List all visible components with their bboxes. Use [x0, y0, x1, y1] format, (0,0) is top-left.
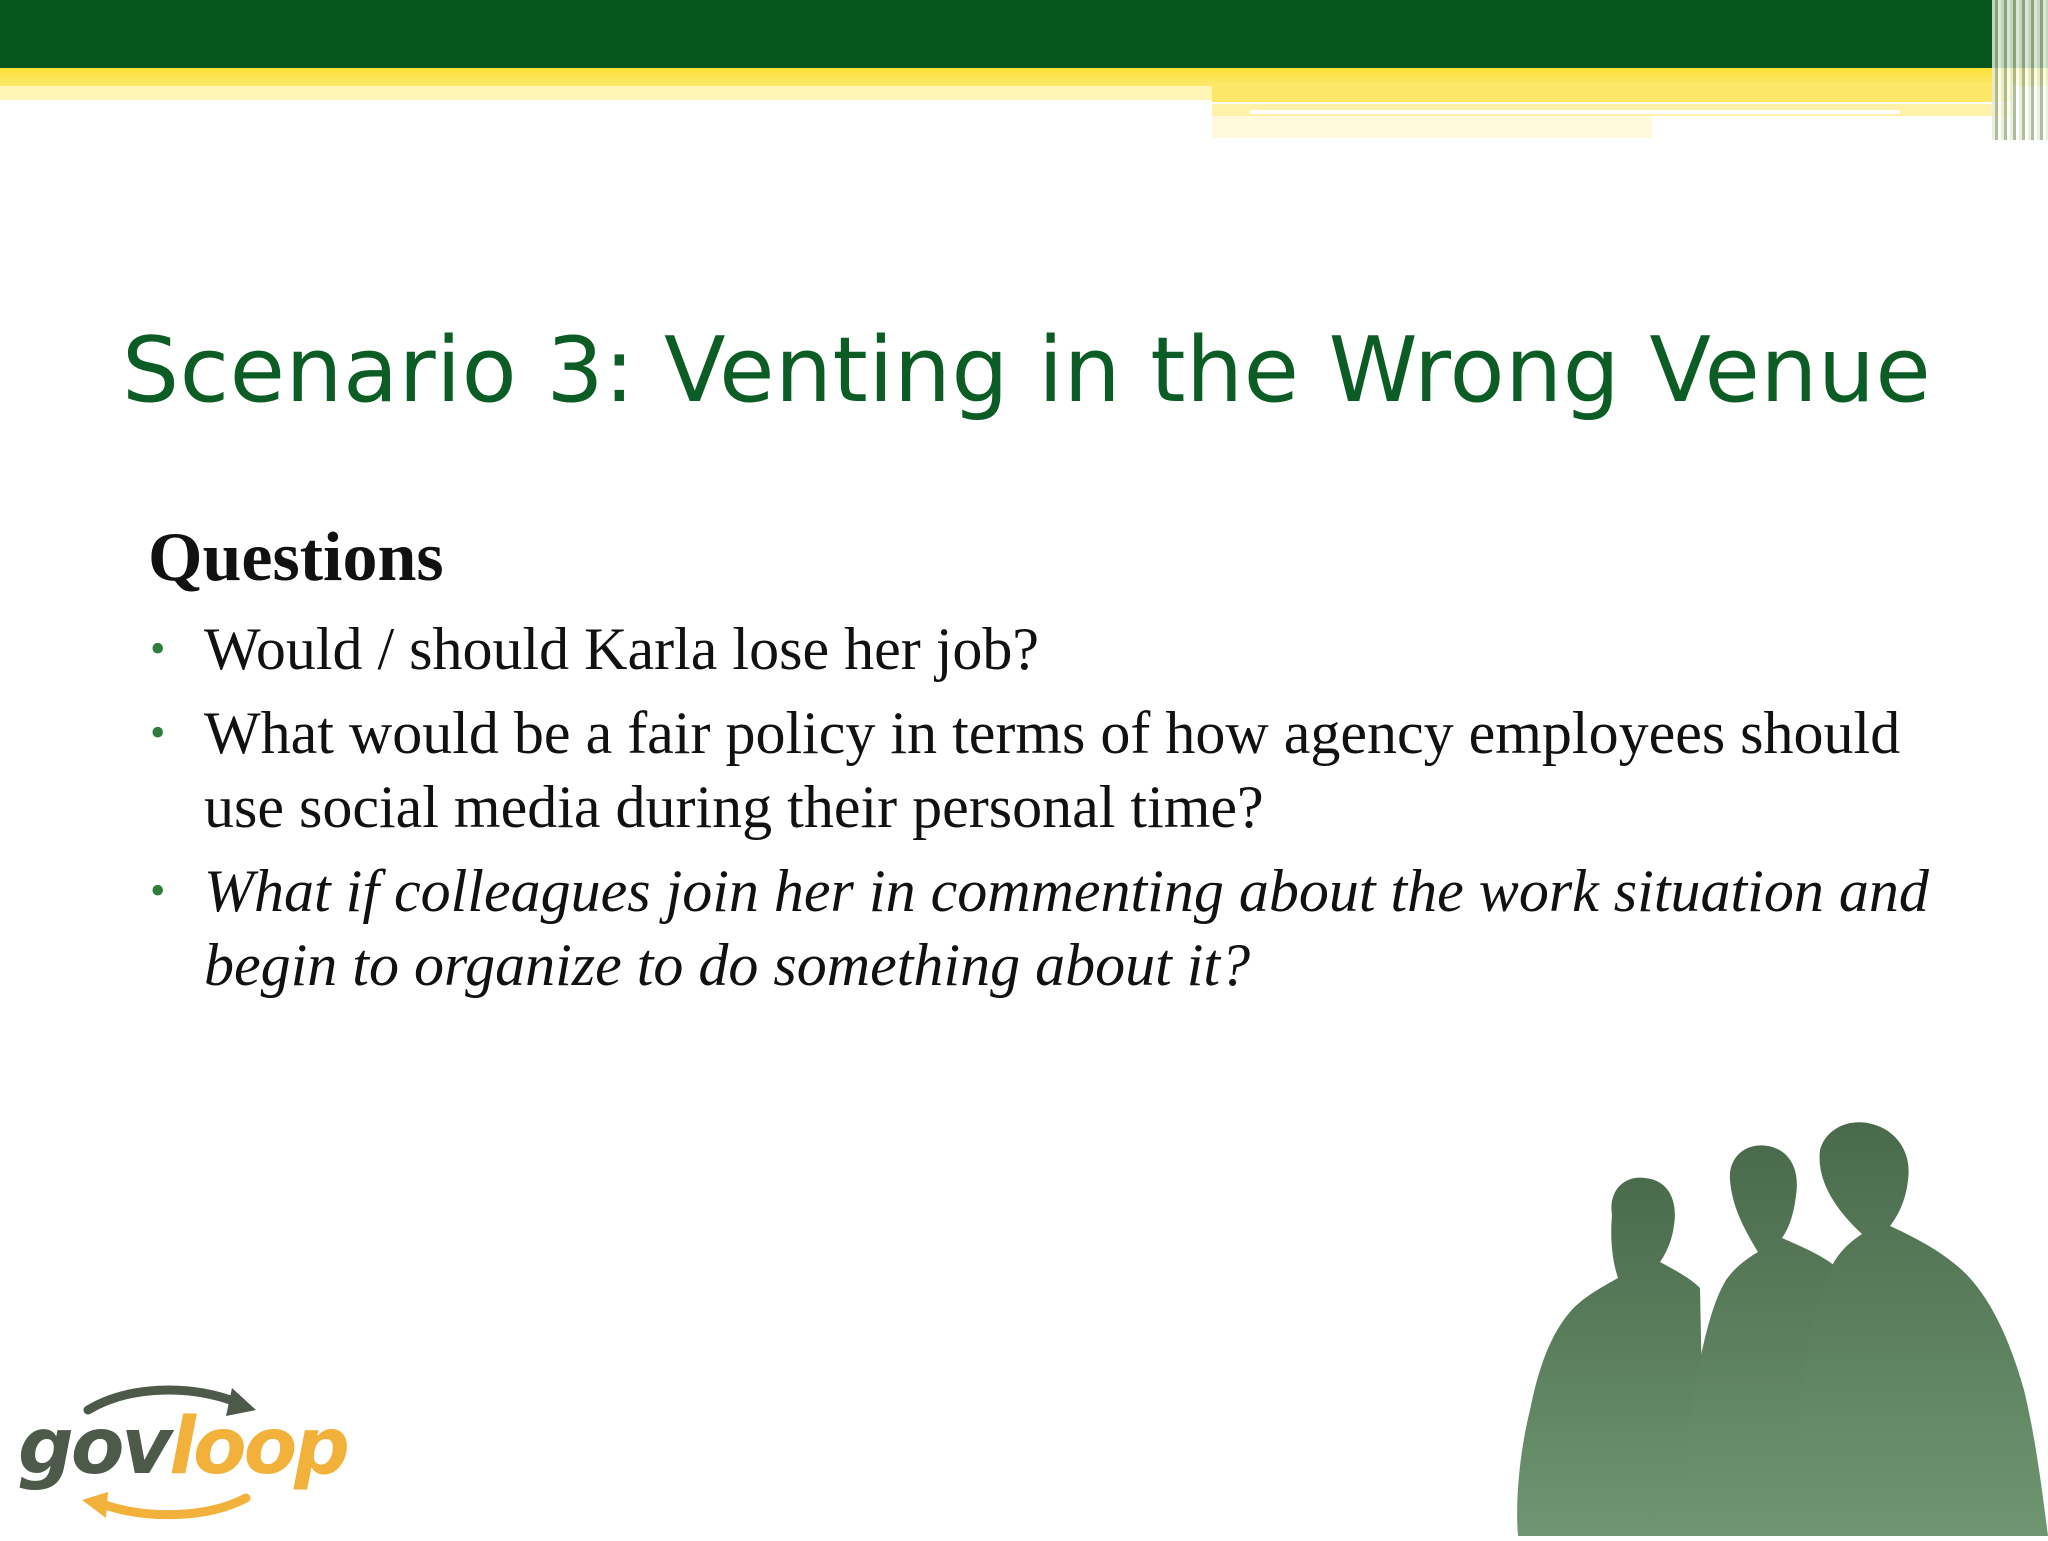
question-item	[148, 696, 1948, 844]
header-band-right-1	[1212, 86, 2012, 102]
question-text: What if colleagues join her in commenting about the work situation and begin to organize to do something about it?	[204, 858, 1929, 998]
header-band-right-3	[1212, 116, 1652, 138]
logo-text-gov: gov	[18, 1402, 170, 1492]
bullet-icon: •	[150, 708, 166, 757]
bullet-icon: •	[150, 866, 166, 915]
header-band-yellow	[0, 68, 2048, 86]
question-text: What would be a fair policy in terms of how agency employees should use social media during their personal time?	[204, 700, 1901, 840]
header-edge-stripes	[1992, 0, 2048, 140]
govloop-logo	[18, 1380, 348, 1520]
bullet-icon: •	[150, 624, 166, 673]
logo-text-loop: loop	[169, 1402, 348, 1492]
header-band-green	[0, 0, 2048, 68]
question-item	[148, 612, 1948, 686]
questions-heading: Questions	[148, 519, 444, 596]
question-text: Would / should Karla lose her job?	[204, 616, 1039, 682]
slide-title: Scenario 3: Venting in the Wrong Venue	[122, 318, 1932, 423]
people-silhouette-icon	[1500, 1120, 2048, 1536]
question-list	[148, 612, 1948, 1012]
question-item	[148, 854, 1948, 1002]
header-band-line	[1250, 110, 1900, 114]
header-band-light	[0, 86, 1212, 100]
